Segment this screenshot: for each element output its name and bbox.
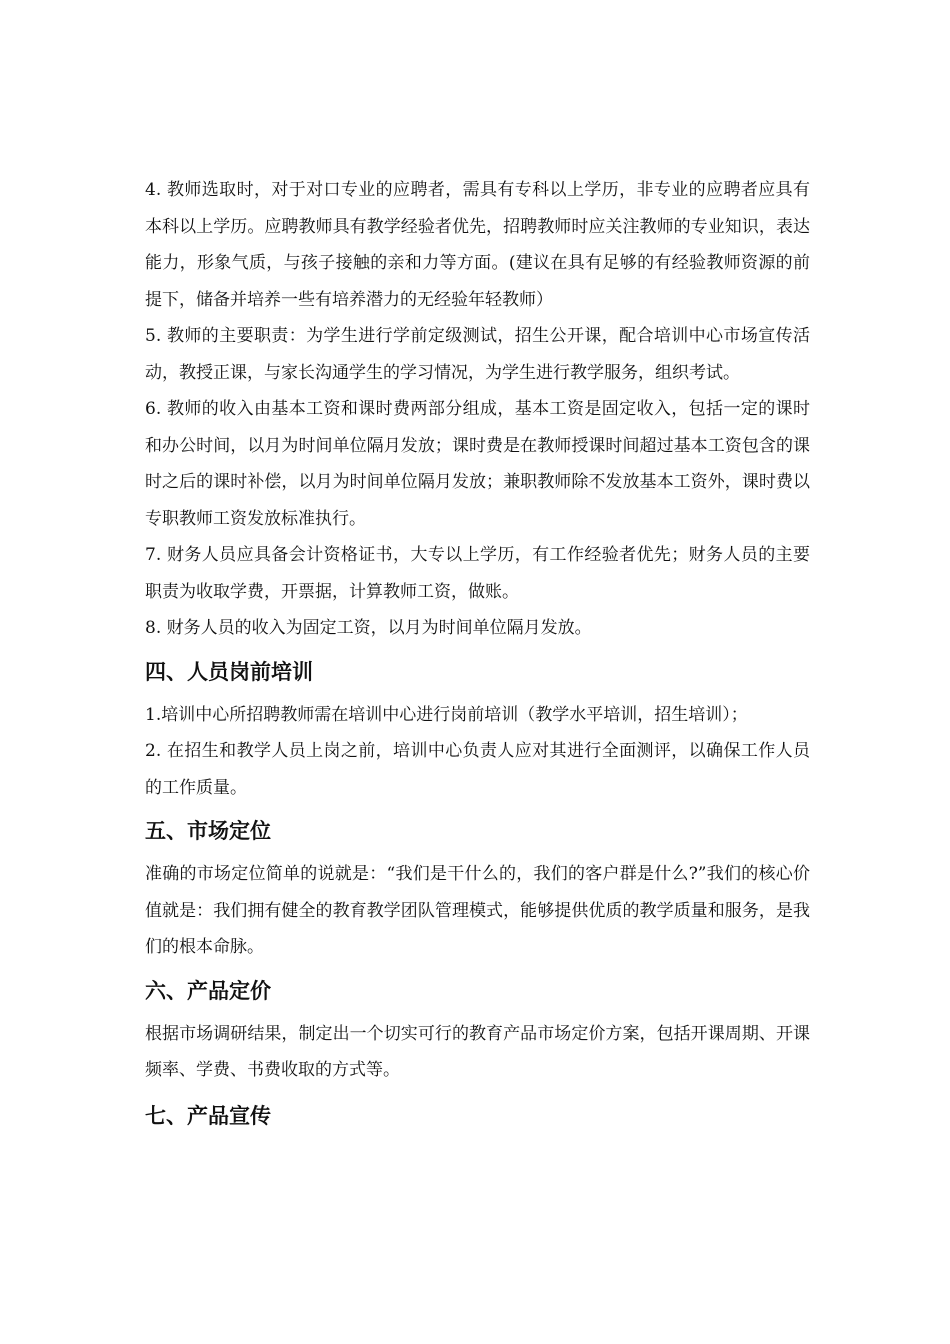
- item-8-paragraph: 8. 财务人员的收入为固定工资，以月为时间单位隔月发放。: [145, 618, 592, 638]
- training-item-1: 1.培训中心所招聘教师需在培训中心进行岗前培训（教学水平培训，招生培训）；: [145, 704, 748, 725]
- item-6-paragraph: 6. 教师的收入由基本工资和课时费两部分组成，基本工资是固定收入，包括一定的课时和办公时间，以月为时间单位隔月发放；课时费是在教师授课时间超过基本工资包含的课时之后的课时补偿，以月为时间单位隔月发放；兼职教师除不发放基本工资外，课时费以专职教师工资发放标准执行。: [145, 399, 810, 529]
- product-pricing-paragraph: 根据市场调研结果，制定出一个切实可行的教育产品市场定价方案，包括开课周期、开课频率、学费、书费收取的方式等。: [145, 1023, 810, 1080]
- section-seven-heading: 七、产品宣传: [145, 1103, 271, 1128]
- item-5-paragraph: 5. 教师的主要职责：为学生进行学前定级测试，招生公开课，配合培训中心市场宣传活动，教授正课，与家长沟通学生的学习情况，为学生进行教学服务，组织考试。: [145, 326, 810, 383]
- document-page: [145, 172, 810, 1131]
- training-item-2: 2. 在招生和教学人员上岗之前，培训中心负责人应对其进行全面测评，以确保工作人员的工作质量。: [145, 741, 810, 798]
- section-four-heading: 四、人员岗前培训: [145, 659, 313, 684]
- market-positioning-paragraph: 准确的市场定位简单的说就是：“我们是干什么的，我们的客户群是什么?”我们的核心价值就是：我们拥有健全的教育教学团队管理模式，能够提供优质的教学质量和服务，是我们的根本命脉。: [145, 864, 810, 957]
- item-7-paragraph: 7. 财务人员应具备会计资格证书，大专以上学历，有工作经验者优先；财务人员的主要职责为收取学费，开票据，计算教师工资，做账。: [145, 545, 810, 602]
- section-five-heading: 五、市场定位: [145, 819, 271, 843]
- section-six-heading: 六、产品定价: [145, 978, 271, 1003]
- item-4-paragraph: 4. 教师选取时，对于对口专业的应聘者，需具有专科以上学历，非专业的应聘者应具有本科以上学历。应聘教师具有教学经验者优先，招聘教师时应关注教师的专业知识，表达能力，形象气质，与孩子接触的亲和力等方面。(建议在具有足够的有经验教师资源的前提下，储备并培养一些有培养潜力的无经验年轻教师）: [145, 180, 810, 310]
